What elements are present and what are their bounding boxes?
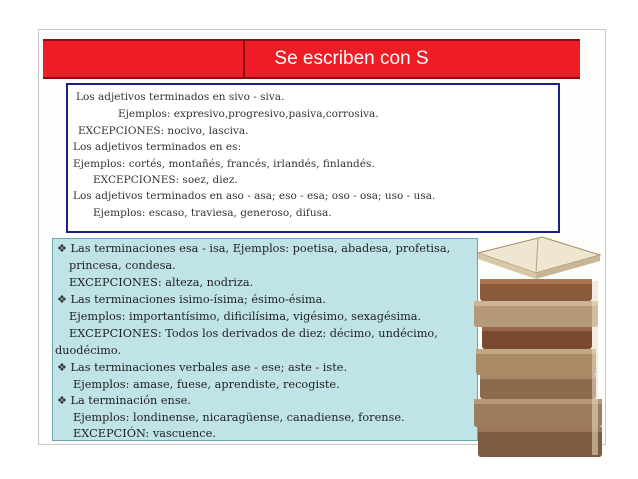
text-line: princesa, condesa. [69,259,176,272]
bullet-icon: ❖ [57,242,67,255]
bullet-icon: ❖ [57,394,67,407]
text-line: Los adjetivos terminados en es: [73,141,242,153]
adjectives-box [66,83,560,233]
text-line: Las terminaciones esa - isa, Ejemplos: poetisa, abadesa, profetisa, [70,242,451,255]
title-bar [43,39,580,79]
text-line: Las terminaciones isimo-ísima; ésimo-ésima. [70,293,326,306]
text-line: Las terminaciones verbales ase - ese; aste - iste. [70,361,348,374]
text-line: Los adjetivos terminados en sivo - siva. [76,91,285,103]
bullet-icon: ❖ [57,293,67,306]
text-line: EXCEPCIONES: soez, diez. [93,174,238,186]
bullet-line [57,242,450,255]
text-line: Ejemplos: amase, fuese, aprendiste, recogiste. [73,378,340,391]
text-line: Ejemplos: cortés, montañés, francés, irlandés, finlandés. [73,158,375,170]
text-line: EXCEPCIÓN: vascuence. [73,427,216,440]
text-line: Ejemplos: londinense, nicaragüense, canadiense, forense. [73,411,405,424]
bullet-icon: ❖ [57,361,67,374]
text-line: Los adjetivos terminados en aso - asa; eso - esa; oso - osa; uso - usa. [73,190,436,202]
bullet-line [57,361,347,374]
bullet-line [57,394,191,407]
text-line: EXCEPCIONES: Todos los derivados de diez: décimo, undécimo, [69,327,438,340]
text-line: EXCEPCIONES: alteza, nodriza. [69,276,254,289]
book-stack-image [470,225,606,463]
text-line: Ejemplos: expresivo,progresivo,pasiva,corrosiva. [118,108,379,120]
text-line: Ejemplos: escaso, traviesa, generoso, difusa. [93,207,332,219]
text-line: EXCEPCIONES: nocivo, lasciva. [78,125,249,137]
endings-box [52,238,478,441]
slide-title: Se escriben con S [274,48,429,69]
text-line: duodécimo. [55,344,122,357]
bullet-line [57,293,326,306]
title-divider [243,41,245,77]
text-line: Ejemplos: importantísimo, dificilísima, vigésimo, sexagésima. [69,310,422,323]
text-line: La terminación ense. [70,394,191,407]
